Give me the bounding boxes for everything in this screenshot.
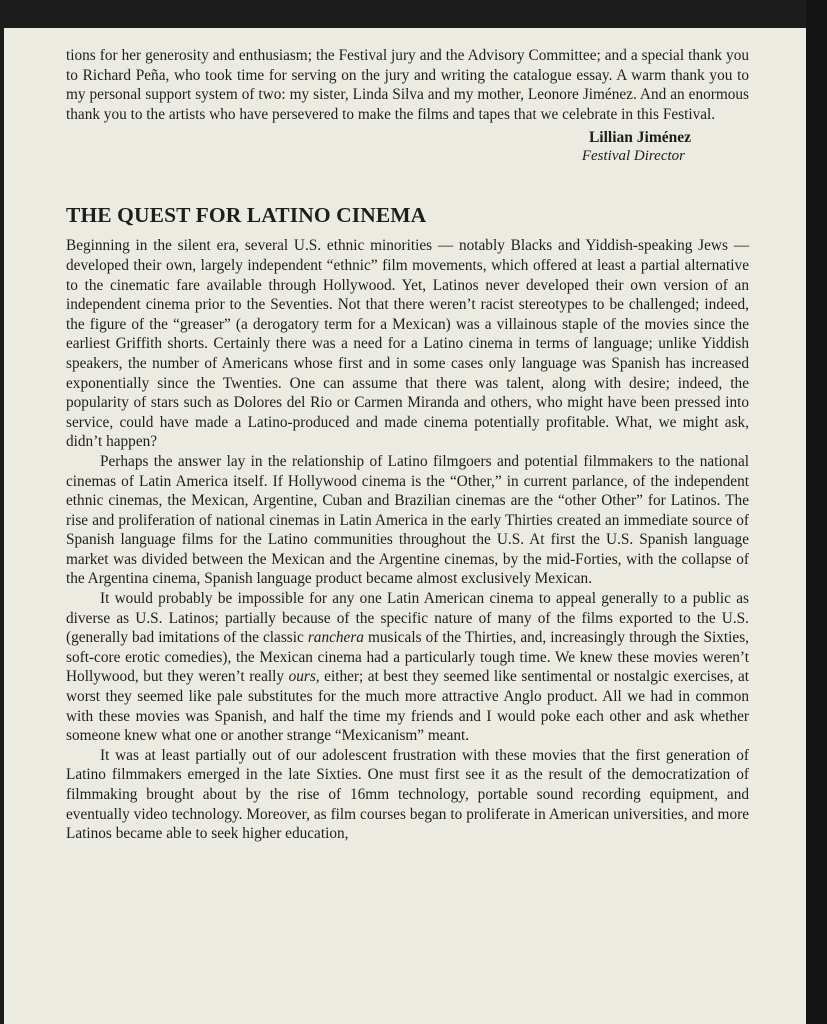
essay-paragraph-3 [66,589,749,746]
intro-paragraph: tions for her generosity and enthusiasm; the Festival jury and the Advisory Committee; and a special thank you to Richard Peña, who took time for serving on the jury and writing the catalogue essay. A warm thank you to my personal support system of two: my sister, Linda Silva and my mother, Leonore Jiménez. And an enormous thank you to the artists who have persevered to make the films and tapes that we celebrate in this Festival. [66,47,749,123]
page-shadow-edge [806,0,827,1024]
page-content [66,46,749,844]
ranchera-term: ranchera [307,629,364,647]
signature-title: Festival Director [581,148,685,165]
essay-heading: THE QUEST FOR LATINO CINEMA [66,203,427,228]
essay-paragraph-4: It was at least partially out of our adolescent frustration with these movies that the first generation of Latino filmmakers emerged in the late Sixties. One must first see it as the result of the democratization of filmmaking brought about by the rise of 16mm technology, portable sound recording equipment, and eventually video technology. Moreover, as film courses began to proliferate in American universities, and more Latinos became able to seek higher education, [66,746,749,843]
essay-paragraph-3-part-b: musicals of the Thirties, and, increasingly through the Sixties, soft-core erotic comedies), the Mexican cinema had a particularly tough time. We knew these movies weren’t Hollywood, but they weren’t really [66,629,749,686]
essay-paragraph-2: Perhaps the answer lay in the relationship of Latino filmgoers and potential filmmakers to the national cinemas of Latin America itself. If Hollywood cinema is the “Other,” in current parlance, of the independent ethnic cinemas, the Mexican, Argentine, Cuban and Brazilian cinemas are the “other Other” for Latinos. The rise and proliferation of national cinemas in Latin America in the early Thirties created an immediate source of Spanish language films for the Latino communities throughout the U.S. At first the U.S. Spanish language market was divided between the Mexican and the Argentine cinemas, by the mid-Forties, with the collapse of the Argentina cinema, Spanish language product became almost exclusively Mexican. [66,452,749,588]
essay-paragraph-1: Beginning in the silent era, several U.S. ethnic minorities — notably Blacks and Yiddish-speaking Jews — developed their own, largely independent “ethnic” film movements, which offered at least a partial alternative to the cinematic fare available through Hollywood. Yet, Latinos never developed their own version of an independent cinema prior to the Seventies. Not that there weren’t racist stereotypes to be challenged; indeed, the figure of the “greaser” (a derogatory term for a Mexican) was a villainous staple of the movies since the earliest Griffith shorts. Certainly there was a need for a Latino cinema in terms of language; unlike Yiddish speakers, the number of Americans whose first and in some cases only language was Spanish has increased exponentially since the Twenties. One can assume that there was talent, along with desire; indeed, the popularity of stars such as Dolores del Rio or Carmen Miranda and others, who might have been pressed into service, could have made a Latino-produced and made cinema potentially profitable. What, we might ask, didn’t happen? [66,237,749,451]
signature-name: Lillian Jiménez [588,129,691,147]
signature-block [66,128,749,166]
ours-term: ours, [288,668,320,686]
document-page [4,28,806,1024]
essay-paragraph-3-part-c: either; at best they seemed like sentimental or nostalgic exercises, at worst they seemed like pale substitutes for the much more attractive Anglo product. All we had in common with these movies was Spanish, and half the time my friends and I would poke each other and ask whether someone knew what one or another strange “Mexicanism” meant. [66,668,749,745]
essay-paragraph-3-part-a: It would probably be impossible for any one Latin American cinema to appeal generally to a public as diverse as U.S. Latinos; partially because of the specific nature of many of the films exported to the U.S. (generally bad imitations of the classic [66,590,749,647]
